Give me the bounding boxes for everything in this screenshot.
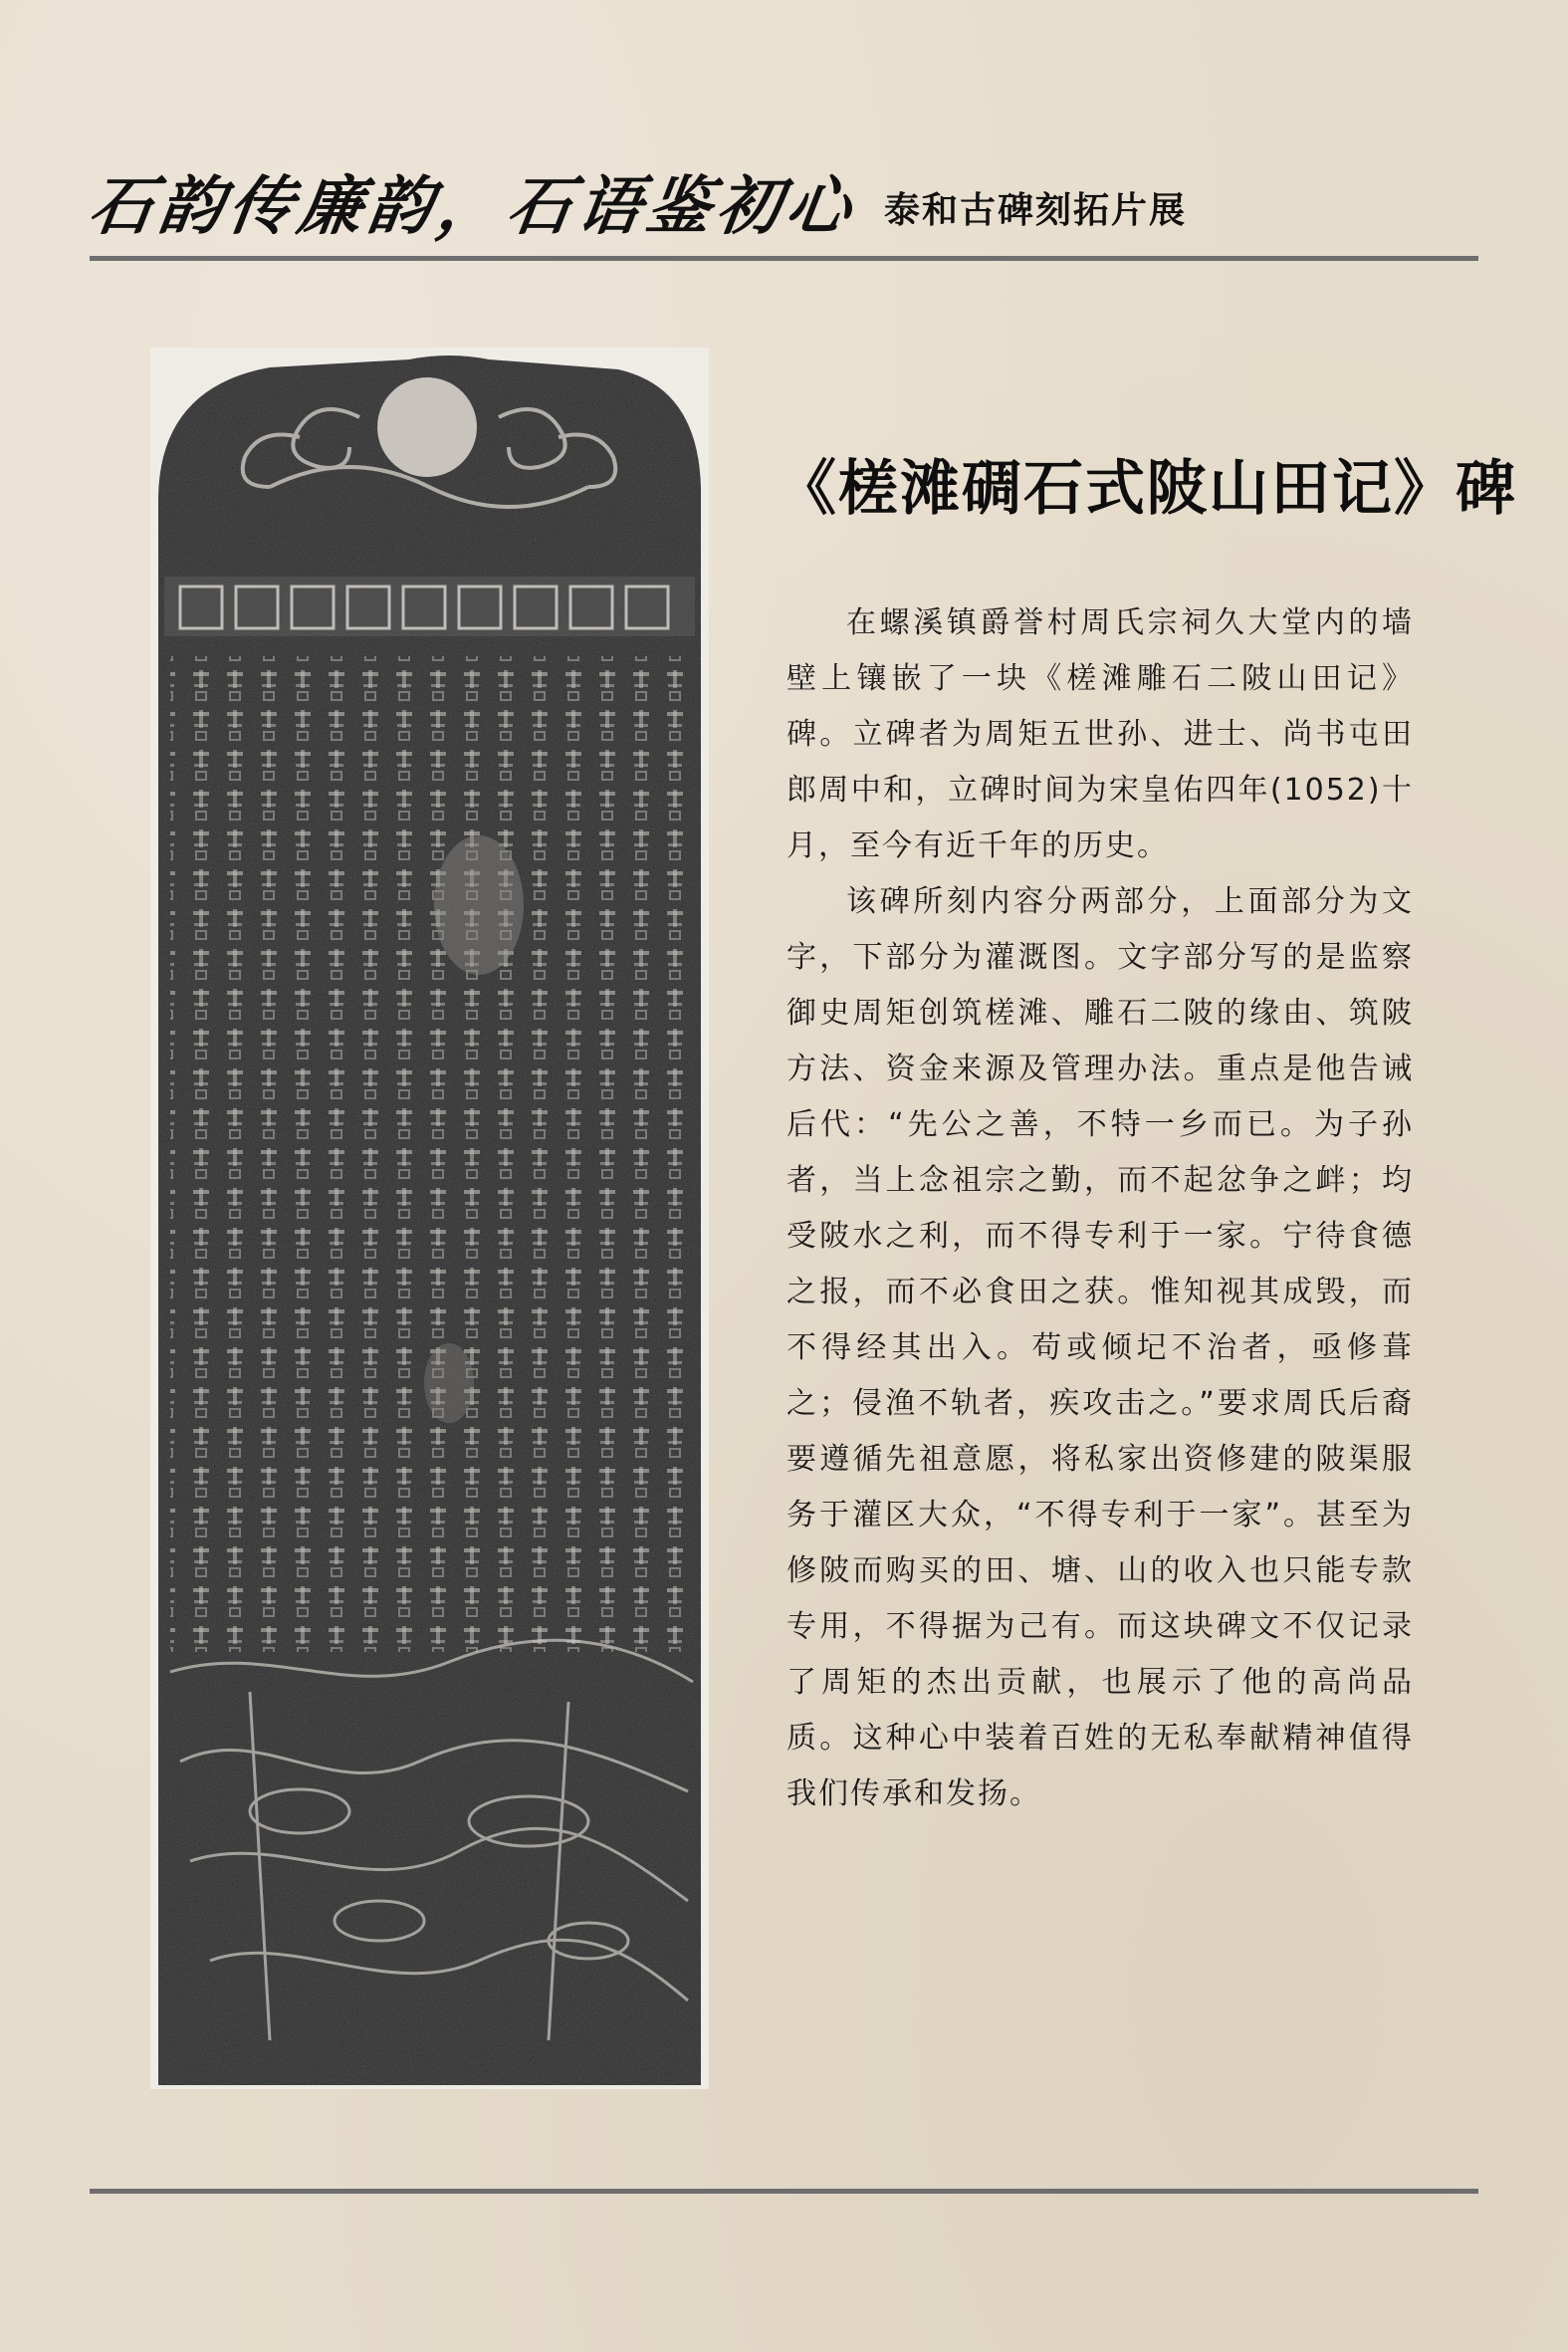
- article-body: [786, 595, 1414, 1822]
- article-paragraph: 在螺溪镇爵誉村周氏宗祠久大堂内的墙壁上镶嵌了一块《槎滩雕石二陂山田记》碑。立碑者为周矩五世孙、进士、尚书屯田郎周中和，立碑时间为宋皇佑四年(1052)十月，至今有近千年的历史。: [786, 605, 1414, 863]
- top-divider: [90, 256, 1478, 261]
- exhibition-header: [84, 149, 1483, 244]
- article-paragraph: 该碑所刻内容分两部分，上面部分为文字，下部分为灌溉图。文字部分写的是监察御史周矩创筑槎滩、雕石二陂的缘由、筑陂方法、资金来源及管理办法。重点是他告诫后代：“先公之善，不特一乡而已。为子孙者，当上念祖宗之勤，而不起忿争之衅；均受陂水之利，而不得专利于一家。宁待食德之报，而不必食田之获。惟知视其成毁，而不得经其出入。苟或倾圮不治者，亟修葺之；侵渔不轨者，疾攻击之。”要求周氏后裔要遵循先祖意愿，将私家出资修建的陂渠服务于灌区大众，“不得专利于一家”。甚至为修陂而购买的田、塘、山的收入也只能专款专用，不得据为己有。而这块碑文不仅记录了周矩的杰出贡献，也展示了他的高尚品质。这种心中装着百姓的无私奉献精神值得我们传承和发扬。: [786, 884, 1414, 1811]
- stele-rubbing-icon: [150, 348, 709, 2089]
- stele-rubbing-image: [150, 348, 709, 2089]
- calligraphy-slogan: 石韵传廉韵，石语鉴初心: [84, 169, 862, 244]
- article-title: 《槎滩碉石式陂山田记》碑: [777, 454, 1517, 524]
- exhibition-subtitle: 泰和古碑刻拓片展: [884, 190, 1188, 231]
- bottom-divider: [90, 2189, 1478, 2194]
